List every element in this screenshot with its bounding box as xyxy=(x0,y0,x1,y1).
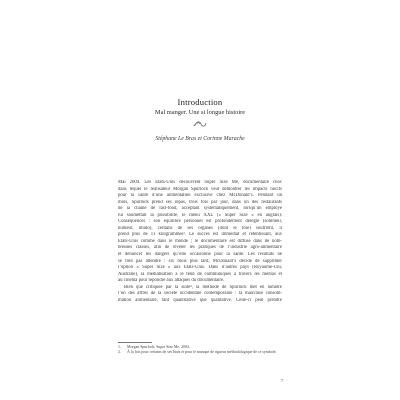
footnote xyxy=(118,350,282,355)
body-line: de la chaîne de fast-food, acceptant systématiquement, lorsqu’un employé xyxy=(118,206,282,212)
chapter-title: Introduction xyxy=(177,97,223,107)
body-line: mation alimentaire, tant quantitative que qualitative. Celle-ci peut prendre xyxy=(118,297,282,303)
chapter-subtitle: Mal manger. Une si longue histoire xyxy=(154,109,246,116)
body-line: humeur, libido), certains de ses organes (dont le foie) souffrent, il xyxy=(118,225,282,231)
footnote-text: À la fois pour certains de ses biais et pour le manque de rigueur méthodologique de ce symbole. xyxy=(127,350,277,355)
fleuron-ornament-icon xyxy=(191,119,209,129)
body-line: breuses classes, afin de révéler les pratiques de l’industrie agro-alimentaire xyxy=(118,245,282,251)
body-line: Mai 2004. Les États-Unis découvrent Super Size Me, documentaire choc xyxy=(118,180,282,185)
page-number: 7 xyxy=(281,378,284,383)
body-text xyxy=(118,180,282,304)
body-line: Bien que critiquée par la suite², la méthode de Spurlock met en lumière xyxy=(124,284,282,290)
footnote-number: 1. xyxy=(118,345,121,349)
body-line: l’un des affres de la société occidentale contemporaine : la mauvaise consom- xyxy=(118,291,282,297)
footnote-rule xyxy=(118,342,152,343)
body-line: États-Unis comme dans le monde ; le documentaire est diffusé dans de nom- xyxy=(118,238,282,244)
body-line: pour la santé d’une alimentation exclusive chez McDonald’s. Pendant un xyxy=(118,193,282,199)
footnotes xyxy=(118,345,282,356)
body-line: se font pas attendre : six mois plus tard, McDonald’s décide de supprimer xyxy=(118,258,282,264)
body-line: au cinéma pour répondre aux attaques du documentaire. xyxy=(118,278,225,284)
body-line: lui soumettait la possibilité, le menu XXL (« Super Size » en anglais). xyxy=(118,212,282,218)
chapter-authors: Stéphane Le Bras et Corinne Marache xyxy=(155,136,245,142)
body-line: dans lequel le réalisateur Morgan Spurlock veut démontrer les impacts nocifs xyxy=(118,186,282,192)
body-line: et dénoncer les dangers qu’elle occasionne pour la santé. Les résultats ne xyxy=(118,252,282,258)
body-line: l’option « Super Size » aux États-Unis. Dans d’autres pays (Royaume-Uni, xyxy=(118,265,282,271)
body-line: Conséquences : son équilibre personnel est profondément déréglé (sommeil, xyxy=(118,219,282,225)
footnote-text: Morgan Spurlock, Super Size Me, 2004. xyxy=(127,345,190,349)
footnote-number: 2. xyxy=(118,350,121,355)
body-line: mois, Spurlock prend ses repas, trois fois par jour, dans un des restaurants xyxy=(118,199,282,205)
body-line: Australie), la médiatisation a le tend de communiqués à travers les médias et xyxy=(118,271,282,277)
body-line: prend plus de 11 kilogrammes¹. Le succès est immédiat et retentissant, aux xyxy=(118,232,282,238)
